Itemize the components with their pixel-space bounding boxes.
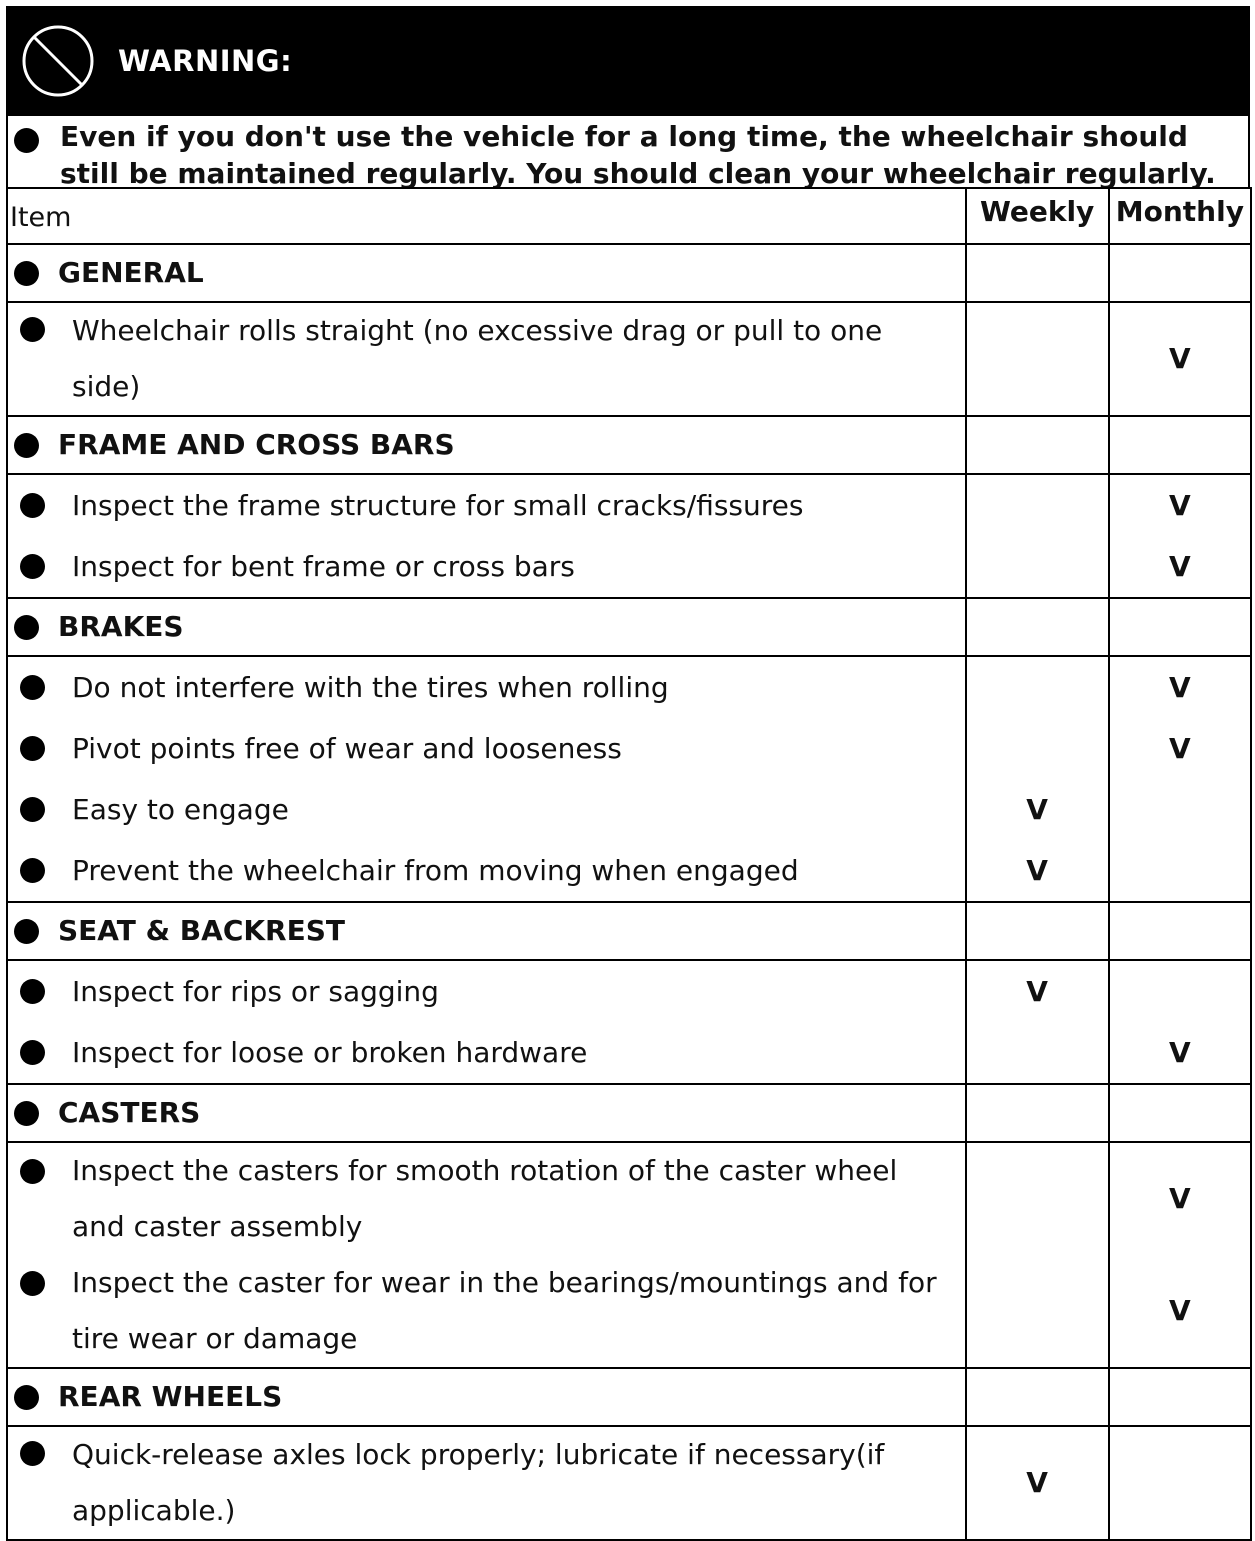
weekly-mark <box>967 657 1108 718</box>
item-text: Inspect for loose or broken hardware <box>72 1035 588 1069</box>
section-title-text: REAR WHEELS <box>58 1380 283 1413</box>
item-text: Inspect the caster for wear in the bearings/mountings and for tire wear or damage <box>72 1266 937 1355</box>
monthly-mark <box>1110 840 1250 901</box>
item-text: Inspect for rips or sagging <box>72 974 439 1008</box>
table-row <box>7 1426 1251 1540</box>
weekly-mark <box>966 302 1109 416</box>
table-row-group <box>7 960 1251 1084</box>
weekly-mark <box>967 718 1108 779</box>
list-item <box>8 961 965 1022</box>
item-text: Inspect the casters for smooth rotation of the caster wheel and caster assembly <box>72 1154 898 1243</box>
prohibition-icon <box>18 21 98 101</box>
item-label <box>7 1426 966 1540</box>
section-row-brakes <box>7 598 1251 656</box>
monthly-mark: V <box>1169 670 1191 704</box>
section-row-frame <box>7 416 1251 474</box>
section-row-seat <box>7 902 1251 960</box>
bullet-icon <box>14 1385 39 1410</box>
item-label <box>7 302 966 416</box>
section-title <box>7 902 966 960</box>
bullet-icon <box>20 1441 45 1466</box>
bullet-icon <box>14 128 39 153</box>
section-title-text: BRAKES <box>58 610 184 643</box>
item-text: Easy to engage <box>72 792 289 826</box>
bullet-icon <box>20 493 45 518</box>
list-item <box>8 840 965 901</box>
monthly-mark <box>1110 779 1250 840</box>
bullet-icon <box>20 1271 45 1296</box>
bullet-icon <box>20 1040 45 1065</box>
header-item: Item <box>7 188 966 244</box>
section-title-text: CASTERS <box>58 1096 201 1129</box>
monthly-mark: V <box>1169 731 1191 765</box>
list-item <box>8 657 965 718</box>
header-monthly: Monthly <box>1109 188 1251 244</box>
list-item <box>8 779 965 840</box>
bullet-icon <box>20 979 45 1004</box>
bullet-icon <box>14 615 39 640</box>
monthly-mark: V <box>1169 1294 1191 1327</box>
list-item <box>8 475 965 536</box>
section-title <box>7 244 966 302</box>
bullet-icon <box>20 554 45 579</box>
bullet-icon <box>14 433 39 458</box>
bullet-icon <box>14 919 39 944</box>
weekly-mark <box>967 1022 1108 1083</box>
weekly-mark <box>967 475 1108 536</box>
weekly-mark <box>967 1143 1108 1255</box>
table-row <box>7 302 1251 416</box>
section-title <box>7 416 966 474</box>
weekly-mark: V <box>966 1426 1109 1540</box>
warning-title: WARNING: <box>118 44 293 78</box>
warning-note-text: Even if you don't use the vehicle for a long time, the wheelchair should still be maintained regularly. You should clean your wheelchair regularly. <box>60 120 1216 190</box>
item-text: Quick-release axles lock properly; lubricate if necessary(if applicable.) <box>72 1438 885 1527</box>
item-text: Inspect the frame structure for small cracks/fissures <box>72 488 804 522</box>
list-item <box>8 718 965 779</box>
item-text: Inspect for bent frame or cross bars <box>72 549 575 583</box>
warning-note <box>6 116 1250 188</box>
bullet-icon <box>14 1101 39 1126</box>
bullet-icon <box>20 736 45 761</box>
bullet-icon <box>20 675 45 700</box>
table-header-row <box>7 188 1251 244</box>
weekly-mark <box>967 1255 1108 1367</box>
maintenance-table <box>6 187 1252 1541</box>
monthly-mark <box>1110 961 1250 1022</box>
monthly-mark <box>1109 1426 1251 1540</box>
list-item <box>8 536 965 597</box>
section-row-rear-wheels <box>7 1368 1251 1426</box>
list-item <box>8 1022 965 1083</box>
monthly-mark: V <box>1169 1182 1191 1215</box>
monthly-mark: V <box>1169 488 1191 522</box>
list-item <box>8 1255 965 1367</box>
bullet-icon <box>20 317 45 342</box>
section-title-text: SEAT & BACKREST <box>58 914 346 947</box>
monthly-mark: V <box>1109 302 1251 416</box>
bullet-icon <box>20 1159 45 1184</box>
section-title-text: GENERAL <box>58 256 204 289</box>
weekly-mark: V <box>1026 853 1048 887</box>
table-row-group <box>7 474 1251 598</box>
bullet-icon <box>14 261 39 286</box>
weekly-mark <box>967 536 1108 597</box>
section-title <box>7 598 966 656</box>
section-title <box>7 1084 966 1142</box>
weekly-mark: V <box>1026 974 1048 1008</box>
warning-banner <box>6 6 1250 116</box>
item-text: Wheelchair rolls straight (no excessive drag or pull to one side) <box>72 314 883 403</box>
header-weekly: Weekly <box>966 188 1109 244</box>
item-text: Do not interfere with the tires when rolling <box>72 670 669 704</box>
item-text: Pivot points free of wear and looseness <box>72 731 622 765</box>
list-item <box>8 1143 965 1255</box>
table-row-group <box>7 656 1251 902</box>
monthly-mark: V <box>1169 549 1191 583</box>
item-text: Prevent the wheelchair from moving when engaged <box>72 853 799 887</box>
section-row-general <box>7 244 1251 302</box>
bullet-icon <box>20 858 45 883</box>
weekly-mark: V <box>1026 792 1048 826</box>
section-title <box>7 1368 966 1426</box>
table-row-group <box>7 1142 1251 1368</box>
section-row-casters <box>7 1084 1251 1142</box>
monthly-mark: V <box>1169 1035 1191 1069</box>
section-title-text: FRAME AND CROSS BARS <box>58 428 455 461</box>
bullet-icon <box>20 797 45 822</box>
